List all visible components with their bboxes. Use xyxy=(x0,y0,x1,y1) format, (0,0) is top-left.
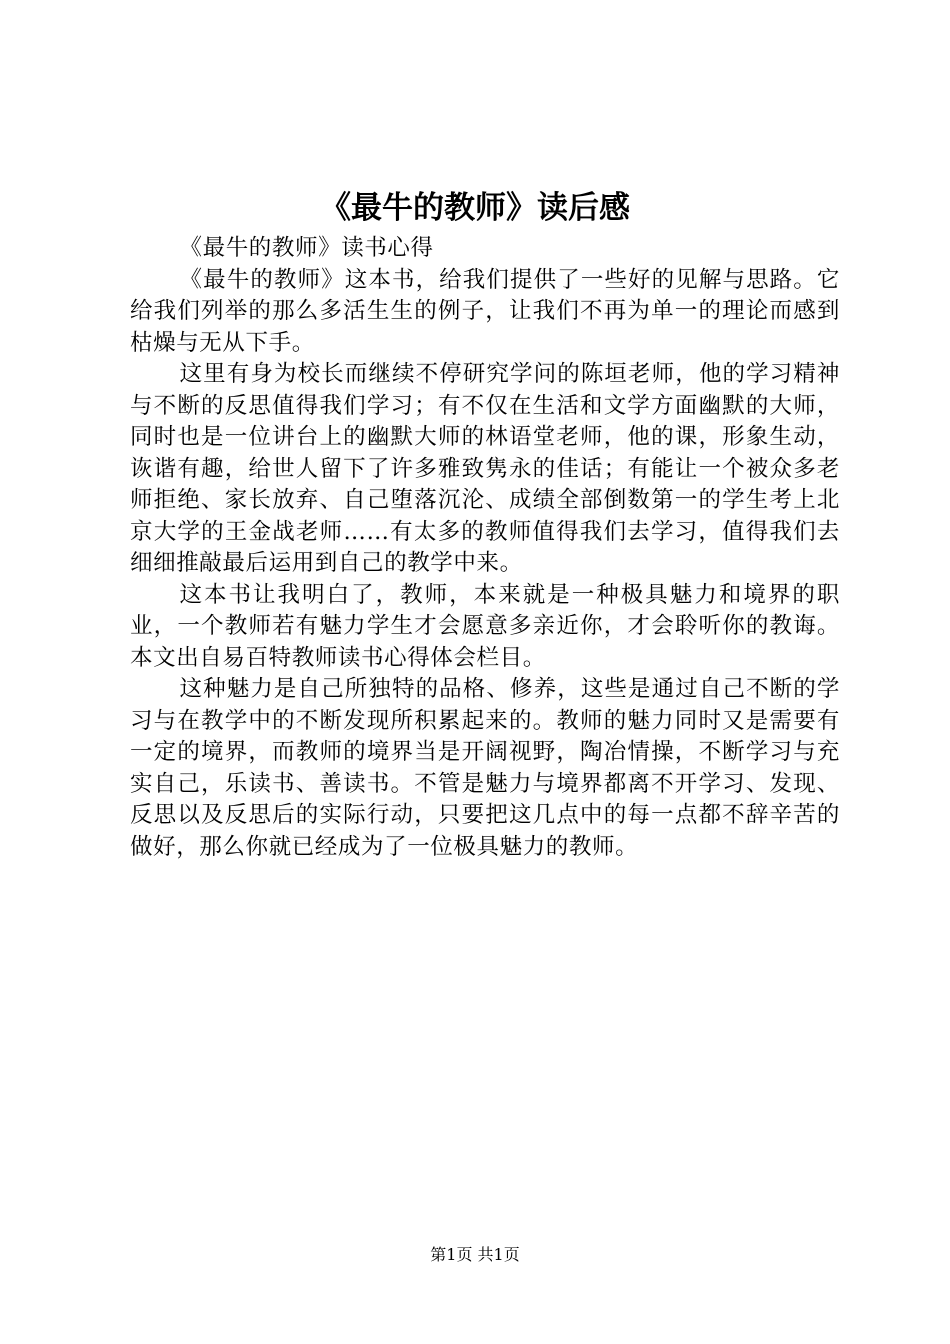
document-title: 《最牛的教师》读后感 xyxy=(320,190,630,226)
paragraph-3: 这本书让我明白了，教师，本来就是一种极具魅力和境界的职业，一个教师若有魅力学生才会愿意多亲近你，才会聆听你的教诲。本文出自易百特教师读书心得体会栏目。 xyxy=(130,581,840,671)
paragraph-4: 这种魅力是自己所独特的品格、修养，这些是通过自己不断的学习与在教学中的不断发现所积累起来的。教师的魅力同时又是需要有一定的境界，而教师的境界当是开阔视野，陶冶情操，不断学习与充实自己，乐读书、善读书。不管是魅力与境界都离不开学习、发现、反思以及反思后的实际行动，只要把这几点中的每一点都不辞辛苦的做好，那么你就已经成为了一位极具魅力的教师。 xyxy=(130,676,840,860)
paragraph-2: 这里有身为校长而继续不停研究学问的陈垣老师，他的学习精神与不断的反思值得我们学习；有不仅在生活和文学方面幽默的大师，同时也是一位讲台上的幽默大师的林语堂老师，他的课，形象生动，诙谐有趣，给世人留下了许多雅致隽永的佳话；有能让一个被众多老师拒绝、家长放弃、自己堕落沉沦、成绩全部倒数第一的学生考上北京大学的王金战老师……有太多的教师值得我们去学习，值得我们去细细推敲最后运用到自己的教学中来。 xyxy=(130,361,840,576)
paragraph-1: 《最牛的教师》这本书，给我们提供了一些好的见解与思路。它给我们列举的那么多活生生的例子，让我们不再为单一的理论而感到枯燥与无从下手。 xyxy=(130,266,840,356)
paragraph-subtitle: 《最牛的教师》读书心得 xyxy=(179,235,434,261)
page-footer: 第1页 共1页 xyxy=(430,1245,520,1264)
document-body xyxy=(130,233,840,863)
